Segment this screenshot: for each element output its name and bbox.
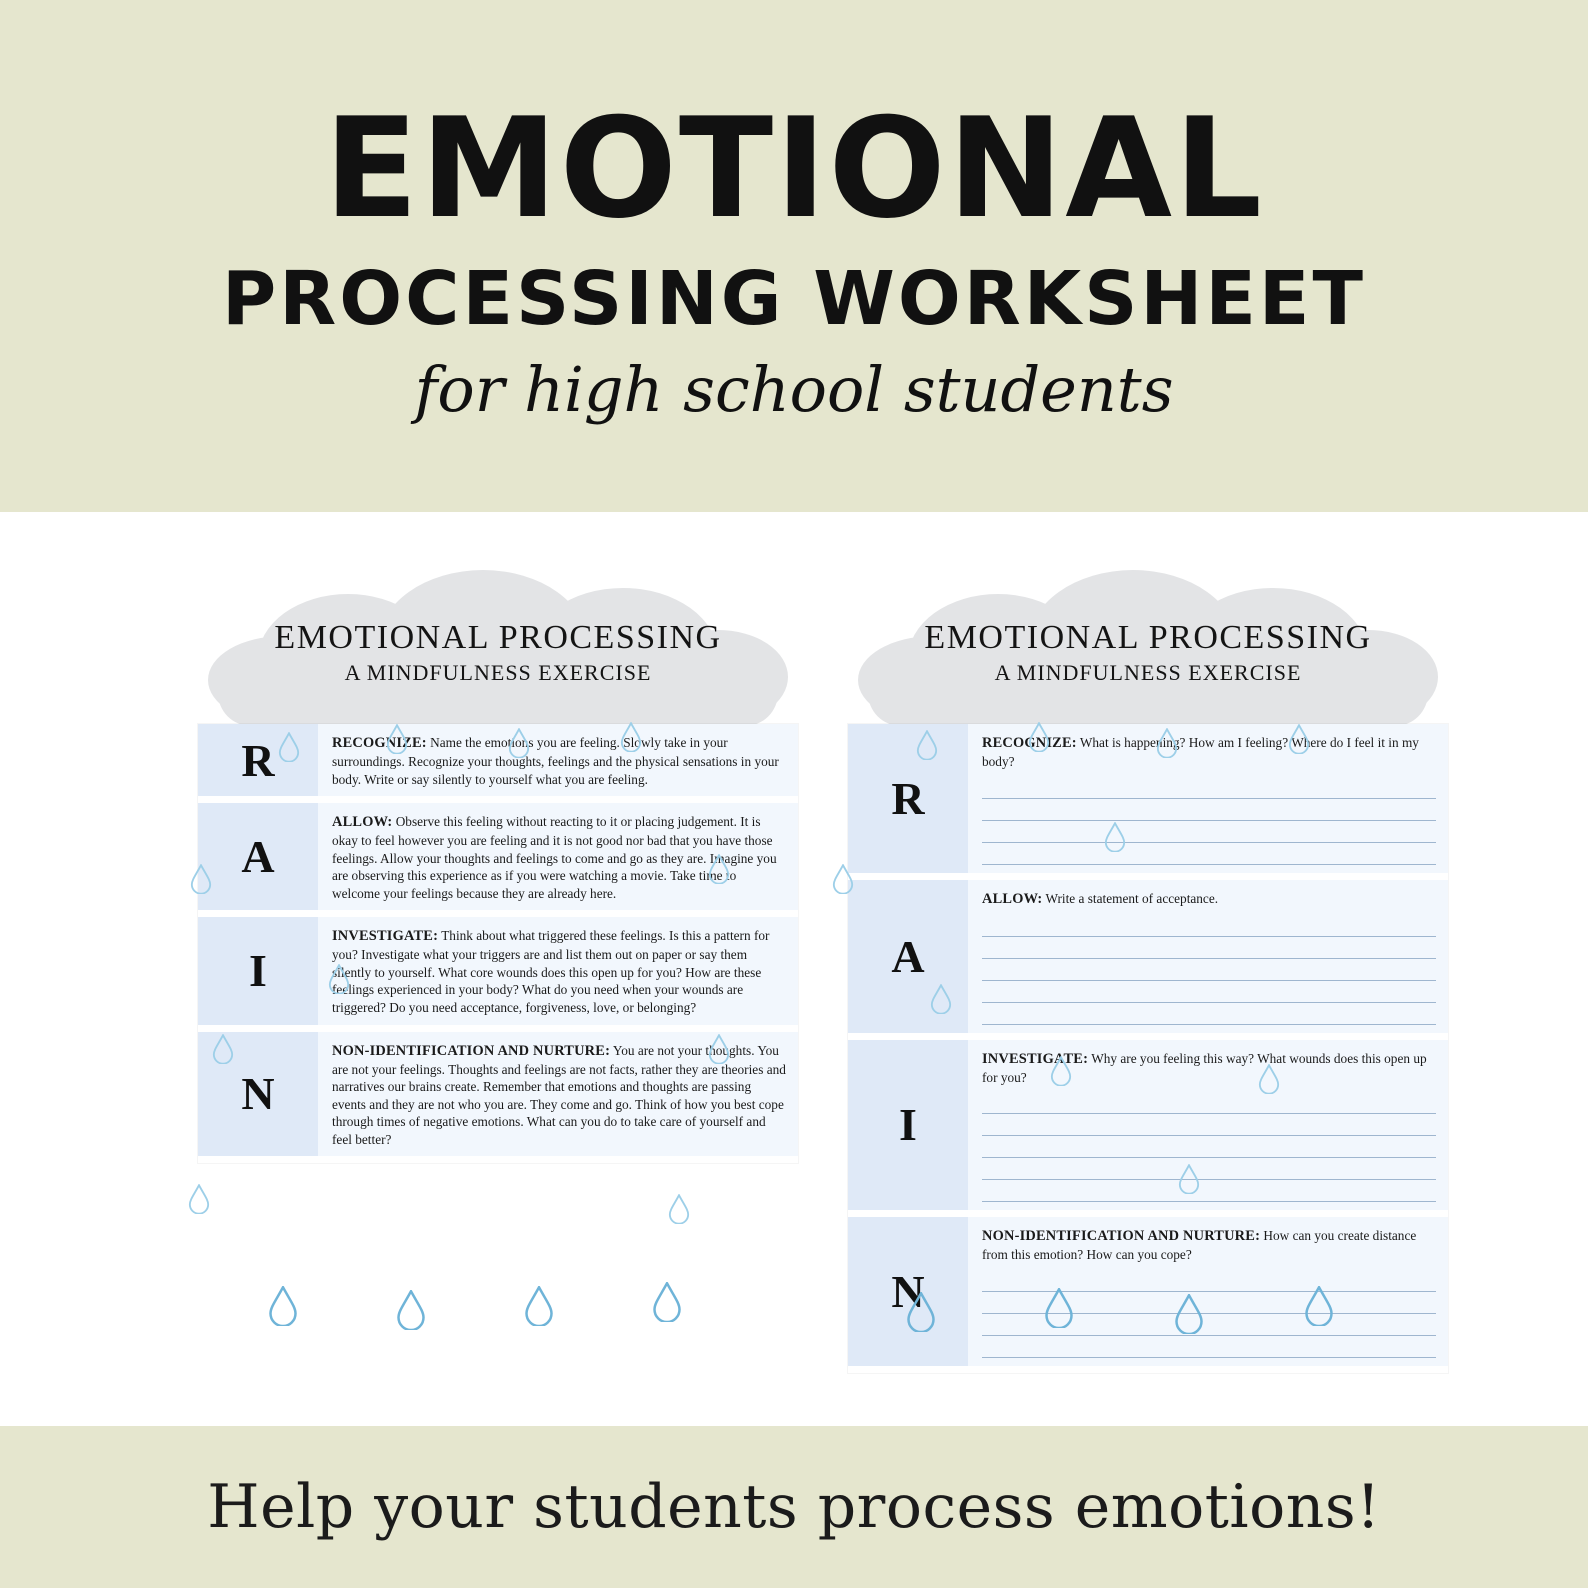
table-row: [848, 880, 1448, 1040]
rain-content: [318, 803, 798, 910]
rain-table-blank: [848, 724, 1448, 1373]
rain-content: [968, 1217, 1448, 1366]
banner-title: EMOTIONAL PROCESSING: [274, 619, 722, 656]
answer-lines[interactable]: [982, 1092, 1436, 1202]
raindrop-icon: [268, 1286, 298, 1326]
section-text: You are not your thoughts. You are not your feelings. Thoughts and feelings are not facts, rather they are theories and narratives our brains create. Remember that emotions and thoughts are passing events and they are not who you are. They come and go. Think of how you best cope through times of negative emotions. What can you do to take care of yourself and feel better?: [332, 1042, 786, 1147]
page-subtitle-script: for high school students: [414, 353, 1174, 426]
table-row: [848, 1040, 1448, 1218]
section-heading: INVESTIGATE:: [982, 1050, 1089, 1067]
section-heading: NON-IDENTIFICATION AND NURTURE:: [982, 1228, 1261, 1245]
raindrop-icon: [668, 1194, 690, 1224]
rain-content: [318, 1032, 798, 1157]
rain-letter: R: [198, 724, 318, 796]
rain-letter: A: [198, 803, 318, 910]
section-heading: INVESTIGATE:: [332, 928, 439, 945]
section-heading: ALLOW:: [982, 890, 1043, 907]
raindrop-icon: [652, 1282, 682, 1322]
banner-subtitle: A MINDFULNESS EXERCISE: [994, 659, 1302, 685]
answer-lines[interactable]: [982, 915, 1436, 1025]
table-row: [848, 724, 1448, 880]
section-heading: ALLOW:: [332, 814, 393, 831]
section-heading: RECOGNIZE:: [982, 735, 1077, 751]
footer-tagline: Help your students process emotions!: [207, 1472, 1381, 1542]
section-text: Name the emotions you are feeling. Slowly take in your surroundings. Recognize your thoughts, feelings and the physical sensations in your body. Write or say silently to yourself what you are feeling.: [332, 735, 779, 787]
section-text: Why are you feeling this way? What wounds does this open up for you?: [982, 1050, 1427, 1085]
section-text: How can you create distance from this emotion? How can you cope?: [982, 1228, 1417, 1263]
page-title-line1: EMOTIONAL: [324, 88, 1264, 249]
section-text: Write a statement of acceptance.: [1045, 890, 1219, 906]
rain-table-filled: [198, 724, 798, 1163]
rain-letter: R: [848, 724, 968, 873]
rain-letter: N: [198, 1032, 318, 1157]
table-row: [848, 1217, 1448, 1373]
rain-letter: A: [848, 880, 968, 1033]
table-row: [198, 803, 798, 917]
rain-letter: N: [848, 1217, 968, 1366]
section-text: Think about what triggered these feelings. Is this a pattern for you? Investigate what your triggers are and list them out on paper or say them silently to yourself. What core wounds does this open up for you? How are these feelings experienced in your body? What do you need when your wounds are triggered? Do you need acceptance, forgiveness, love, or belonging?: [332, 928, 770, 1015]
section-heading: RECOGNIZE:: [332, 735, 427, 751]
rain-content: [968, 724, 1448, 873]
section-text: Observe this feeling without reacting to it or placing judgement. It is okay to feel however you are feeling and it is not good nor bad that you have those feelings. Allow your thoughts and feelings to come and go as they are. Imagine you are observing this experience as if you were watching a movie. Take time to welcome your feelings because they are already here.: [332, 814, 777, 901]
answer-lines[interactable]: [982, 777, 1436, 865]
table-row: [198, 724, 798, 803]
rain-content: [968, 1040, 1448, 1211]
cloud-banner-right: [848, 564, 1448, 724]
header-band: [0, 0, 1588, 512]
cloud-banner-left: [198, 564, 798, 724]
table-row: [198, 1032, 798, 1164]
rain-letter: I: [848, 1040, 968, 1211]
rain-content: [318, 917, 798, 1024]
answer-lines[interactable]: [982, 1270, 1436, 1358]
raindrop-icon: [524, 1286, 554, 1326]
rain-content: [318, 724, 798, 796]
worksheet-preview-filled: [168, 564, 828, 1384]
section-text: What is happening? How am I feeling? Where do I feel it in my body?: [982, 735, 1419, 770]
table-row: [198, 917, 798, 1031]
footer-band: [0, 1426, 1588, 1588]
banner-subtitle: A MINDFULNESS EXERCISE: [344, 659, 652, 685]
page-title-line2: PROCESSING WORKSHEET: [222, 256, 1366, 342]
section-heading: NON-IDENTIFICATION AND NURTURE:: [332, 1042, 611, 1059]
rain-content: [968, 880, 1448, 1033]
rain-letter: I: [198, 917, 318, 1024]
raindrop-icon: [396, 1290, 426, 1330]
worksheet-preview-blank: [818, 564, 1478, 1384]
raindrop-icon: [188, 1184, 210, 1214]
worksheet-preview-area: [0, 512, 1588, 1426]
banner-title: EMOTIONAL PROCESSING: [924, 619, 1372, 656]
